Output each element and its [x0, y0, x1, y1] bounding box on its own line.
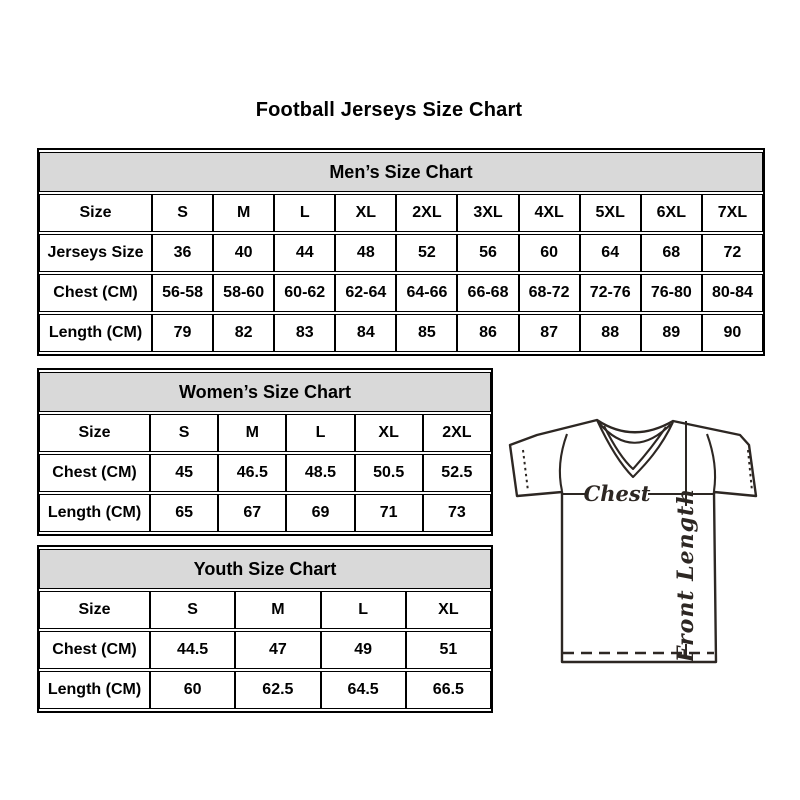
table-row	[39, 591, 491, 629]
value-cell: 6XL	[641, 194, 702, 232]
table-row	[39, 274, 763, 312]
value-cell: L	[321, 591, 406, 629]
value-cell: 45	[150, 454, 218, 492]
value-cell: 64-66	[396, 274, 457, 312]
value-cell: 62.5	[235, 671, 320, 709]
value-cell: 56-58	[152, 274, 213, 312]
table-row	[39, 194, 763, 232]
page-title: Football Jerseys Size Chart	[255, 99, 523, 121]
row-label-cell: Chest (CM)	[39, 631, 150, 669]
value-cell: 88	[580, 314, 641, 352]
table-row	[39, 494, 491, 532]
row-label-cell: Jerseys Size	[39, 234, 152, 272]
value-cell: 50.5	[355, 454, 423, 492]
value-cell: 51	[406, 631, 491, 669]
value-cell: 49	[321, 631, 406, 669]
value-cell: 67	[218, 494, 286, 532]
row-label-cell: Length (CM)	[39, 494, 150, 532]
value-cell: 62-64	[335, 274, 396, 312]
front-length-label: Front Length	[673, 487, 699, 663]
table-row	[39, 314, 763, 352]
value-cell: 47	[235, 631, 320, 669]
value-cell: S	[150, 591, 235, 629]
row-label-cell: Size	[39, 591, 150, 629]
value-cell: 7XL	[702, 194, 763, 232]
value-cell: 82	[213, 314, 274, 352]
youth-table-header: Youth Size Chart	[39, 549, 491, 589]
value-cell: 44	[274, 234, 335, 272]
youth-size-table	[37, 545, 493, 713]
value-cell: 58-60	[213, 274, 274, 312]
value-cell: 40	[213, 234, 274, 272]
value-cell: 72	[702, 234, 763, 272]
value-cell: 52.5	[423, 454, 491, 492]
value-cell: M	[213, 194, 274, 232]
value-cell: S	[150, 414, 218, 452]
value-cell: 68	[641, 234, 702, 272]
row-label-cell: Chest (CM)	[39, 274, 152, 312]
value-cell: 76-80	[641, 274, 702, 312]
table-row	[39, 414, 491, 452]
table-header-row	[39, 549, 491, 589]
table-header-row	[39, 372, 491, 412]
value-cell: 4XL	[519, 194, 580, 232]
value-cell: 2XL	[423, 414, 491, 452]
mens-table-header: Men’s Size Chart	[39, 152, 763, 192]
table-row	[39, 631, 491, 669]
table-row	[39, 234, 763, 272]
value-cell: 65	[150, 494, 218, 532]
row-label-cell: Length (CM)	[39, 314, 152, 352]
value-cell: 84	[335, 314, 396, 352]
value-cell: 90	[702, 314, 763, 352]
value-cell: 79	[152, 314, 213, 352]
value-cell: 66-68	[457, 274, 518, 312]
value-cell: 60	[150, 671, 235, 709]
value-cell: 5XL	[580, 194, 641, 232]
chest-label: Chest	[583, 481, 651, 506]
value-cell: L	[274, 194, 335, 232]
value-cell: 86	[457, 314, 518, 352]
value-cell: S	[152, 194, 213, 232]
value-cell: 69	[286, 494, 354, 532]
value-cell: 46.5	[218, 454, 286, 492]
value-cell: 64	[580, 234, 641, 272]
value-cell: 3XL	[457, 194, 518, 232]
value-cell: M	[218, 414, 286, 452]
value-cell: 83	[274, 314, 335, 352]
row-label-cell: Length (CM)	[39, 671, 150, 709]
value-cell: 85	[396, 314, 457, 352]
value-cell: 73	[423, 494, 491, 532]
value-cell: 87	[519, 314, 580, 352]
row-label-cell: Size	[39, 194, 152, 232]
jersey-measurement-diagram	[495, 402, 778, 677]
row-label-cell: Size	[39, 414, 150, 452]
table-header-row	[39, 152, 763, 192]
value-cell: 60-62	[274, 274, 335, 312]
value-cell: L	[286, 414, 354, 452]
right-sleeve-seam	[707, 434, 715, 491]
value-cell: 56	[457, 234, 518, 272]
value-cell: 66.5	[406, 671, 491, 709]
value-cell: 60	[519, 234, 580, 272]
womens-table-header: Women’s Size Chart	[39, 372, 491, 412]
value-cell: 89	[641, 314, 702, 352]
value-cell: 36	[152, 234, 213, 272]
value-cell: 68-72	[519, 274, 580, 312]
value-cell: 80-84	[702, 274, 763, 312]
row-label-cell: Chest (CM)	[39, 454, 150, 492]
womens-size-table	[37, 368, 493, 536]
value-cell: 64.5	[321, 671, 406, 709]
value-cell: XL	[355, 414, 423, 452]
jersey-outline	[510, 420, 756, 662]
value-cell: M	[235, 591, 320, 629]
collar-v-outer	[597, 420, 673, 477]
left-sleeve-seam	[560, 434, 567, 491]
mens-size-table	[37, 148, 765, 356]
value-cell: 48.5	[286, 454, 354, 492]
value-cell: 2XL	[396, 194, 457, 232]
value-cell: XL	[335, 194, 396, 232]
value-cell: 44.5	[150, 631, 235, 669]
value-cell: XL	[406, 591, 491, 629]
value-cell: 48	[335, 234, 396, 272]
table-row	[39, 671, 491, 709]
left-cuff-dashed-line	[523, 450, 528, 491]
value-cell: 72-76	[580, 274, 641, 312]
value-cell: 52	[396, 234, 457, 272]
value-cell: 71	[355, 494, 423, 532]
table-row	[39, 454, 491, 492]
